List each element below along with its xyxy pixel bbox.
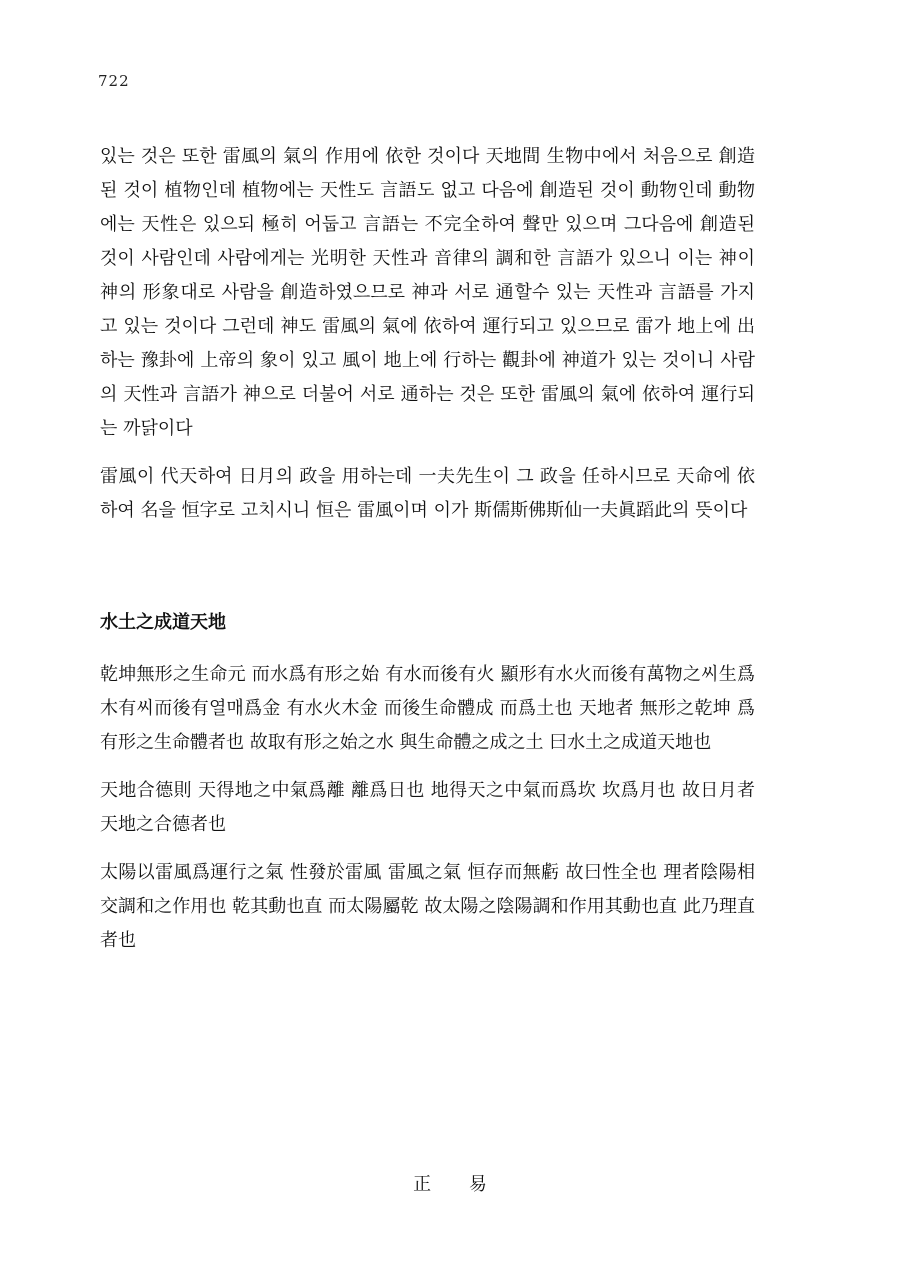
paragraph-water-earth: 乾坤無形之生命元 而水爲有形之始 有水而後有火 顯形有水火而後有萬物之씨生爲木有씨而後有열매爲金 有水火木金 而後生命體成 而爲土也 天地者 無形之乾坤 爲有形之生命體者也 故取有形之始之水 與生命體之成之土 曰水土之成道天地也 (100, 664, 755, 753)
paragraph-thunder-wind-qi: 있는 것은 또한 雷風의 氣의 作用에 依한 것이다 天地間 生物中에서 처음으로 創造된 것이 植物인데 植物에는 天性도 言語도 없고 다음에 創造된 것이 動物인데 動物에는 天性은 있으되 極히 어둡고 言語는 不完全하여 聲만 있으며 그다음에 創造된 것이 사람인데 사람에게는 光明한 天性과 音律의 調和한 言語가 있으니 이는 神이 神의 形象대로 사람을 創造하였으므로 神과 서로 通할수 있는 天性과 言語를 가지고 있는 것이다 그런데 神도 雷風의 氣에 依하여 運行되고 있으므로 雷가 地上에 出하는 豫卦에 上帝의 象이 있고 風이 地上에 行하는 觀卦에 神道가 있는 것이니 사람의 天性과 言語가 神으로 더불어 서로 通하는 것은 또한 雷風의 氣에 依하여 運行되는 까닭이다 (100, 146, 755, 439)
paragraph-ilbu-name: 雷風이 代天하여 日月의 政을 用하는데 一夫先生이 그 政을 任하시므로 天命에 依하여 名을 恒字로 고치시니 恒은 雷風이며 이가 斯儒斯佛斯仙一夫眞蹈此의 뜻이다 (100, 466, 755, 521)
page-footer-title: 正 易 (413, 1174, 503, 1195)
section-heading: 水土之成道天地 (100, 612, 226, 633)
page-number: 722 (98, 72, 130, 90)
page-body (100, 140, 755, 958)
paragraph-heaven-earth-virtue: 天地合德則 天得地之中氣爲離 離爲日也 地得天之中氣而爲坎 坎爲月也 故日月者 天地之合德者也 (100, 780, 755, 835)
paragraph-taiyang: 太陽以雷風爲運行之氣 性發於雷風 雷風之氣 恒存而無虧 故曰性全也 理者陰陽相交調和之作用也 乾其動也直 而太陽屬乾 故太陽之陰陽調和作用其動也直 此乃理直者也 (100, 862, 755, 951)
